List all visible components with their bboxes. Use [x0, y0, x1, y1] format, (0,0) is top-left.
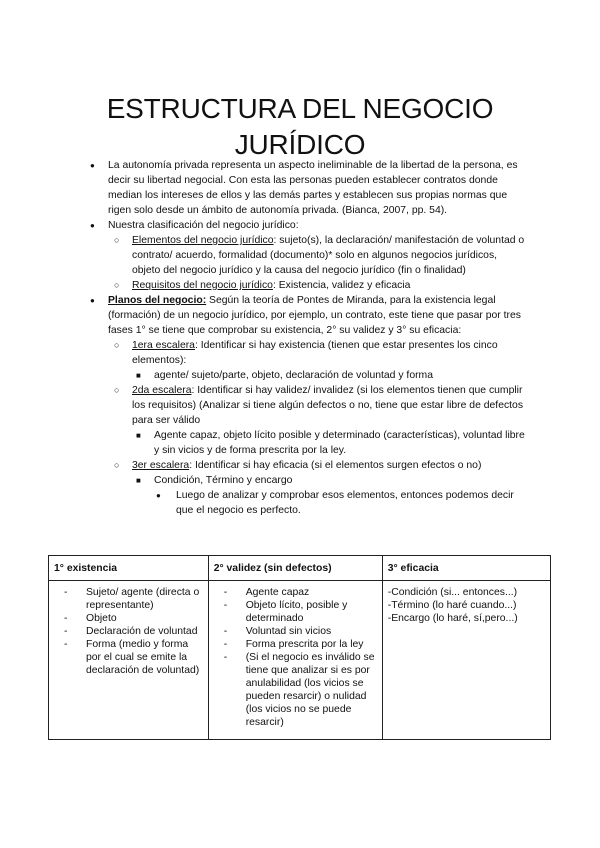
list-item — [132, 428, 528, 458]
list-item — [110, 278, 528, 293]
list-item: - Declaración de voluntad — [54, 625, 203, 638]
sub-sub-list — [132, 473, 528, 488]
stair3-label: 3er escalera — [132, 460, 190, 471]
sub-list — [110, 338, 528, 368]
bullet-list — [88, 293, 528, 338]
existencia-list — [54, 586, 203, 677]
page-title: ESTRUCTURA DEL NEGOCIO JURÍDICO — [106, 92, 494, 160]
cell-eficacia — [382, 581, 550, 740]
validez-list — [214, 586, 377, 729]
list-item: -Condición (si... entonces...) — [387, 587, 518, 598]
list-item — [154, 488, 528, 518]
bullet-list — [88, 158, 528, 233]
stair3-sub: Luego de analizar y comprobar esos elementos, entonces podemos decir que el negocio es perfecto. — [176, 490, 514, 516]
sub-sub-sub-list — [154, 488, 528, 518]
requisites-label: Requisitos del negocio jurídico — [132, 280, 273, 291]
stair3-item: Condición, Término y encargo — [154, 475, 293, 486]
list-item: -Término (lo haré cuando...) — [387, 600, 517, 611]
list-item: - Forma prescrita por la ley — [214, 638, 377, 651]
header-eficacia: 3° eficacia — [382, 556, 550, 581]
stair3-text: : Identificar si hay eficacia (si el elementos surgen efectos o no) — [189, 460, 482, 471]
list-item — [110, 233, 528, 278]
elements-text: : sujeto(s), la declaración/ manifestación de voluntad o contrato/ acuerdo, formalidad (documento)* solo en algunos negocios jurídicos, objeto del negocio jurídico y la causa del negocio jurídico (fin o finalidad) — [132, 235, 525, 276]
bullet-text: Nuestra clasificación del negocio jurídico: — [108, 220, 299, 231]
list-item: - Objeto — [54, 612, 203, 625]
planes-label: Planos del negocio: — [108, 295, 207, 306]
sub-list — [110, 458, 528, 473]
main-content — [88, 158, 528, 518]
list-item: - Agente capaz — [214, 586, 377, 599]
stair2-label: 2da escalera — [132, 385, 192, 396]
list-item — [132, 473, 528, 488]
header-existencia: 1° existencia — [49, 556, 209, 581]
requisites-text: : Existencia, validez y eficacia — [272, 280, 411, 291]
list-item — [88, 158, 528, 218]
eficacia-list — [388, 586, 545, 625]
list-item — [132, 368, 528, 383]
header-validez: 2° validez (sin defectos) — [208, 556, 382, 581]
stair1-label: 1era escalera — [132, 340, 195, 351]
list-item: - Forma (medio y forma por el cual se emite la declaración de voluntad) — [54, 638, 203, 677]
planes-text: Según la teoría de Pontes de Miranda, para la existencia legal (formación) de un negocio jurídico, por ejemplo, un contrato, este tiene que pasar por tres fases 1° se tiene que comprobar su existencia, 2° su validez y 3° su eficacia: — [108, 295, 521, 336]
list-item: -Encargo (lo haré, sí,pero...) — [387, 613, 518, 624]
sub-sub-list — [132, 428, 528, 458]
cell-existencia — [49, 581, 209, 740]
elements-label: Elementos del negocio jurídico — [132, 235, 274, 246]
list-item — [110, 383, 528, 428]
stair2-text: : Identificar si hay validez/ invalidez (si los elementos tienen que cumplir los requisitos) (Analizar si tiene algún defectos o no, tiene que estar libre de defectos para ser válido — [132, 385, 524, 426]
stair1-item: agente/ sujeto/parte, objeto, declaración de voluntad y forma — [154, 370, 433, 381]
table-header-row — [49, 556, 551, 581]
list-item: - Objeto lícito, posible y determinado — [214, 599, 377, 625]
sub-sub-list — [132, 368, 528, 383]
planes-table — [48, 555, 551, 740]
cell-validez — [208, 581, 382, 740]
stair2-item: Agente capaz, objeto lícito posible y determinado (características), voluntad libre y sin vicios y de forma prescrita por la ley. — [154, 430, 525, 456]
sub-list — [110, 383, 528, 428]
list-item — [110, 458, 528, 473]
list-item: - Sujeto/ agente (directa o representante) — [54, 586, 203, 612]
list-item — [88, 218, 528, 233]
list-item — [88, 293, 528, 338]
stair1-text: : Identificar si hay existencia (tienen que estar presentes los cinco elementos): — [132, 340, 498, 366]
list-item: - Voluntad sin vicios — [214, 625, 377, 638]
bullet-text: La autonomía privada representa un aspecto ineliminable de la libertad de la persona, es decir su libertad negocial. Con esta las personas pueden establecer contratos donde median los intereses de ellos y las demás partes y establecen sus propias normas que rigen solo desde un ámbito de autonomía privada. (Bianca, 2007, pp. 54). — [108, 160, 518, 216]
list-item: - (Si el negocio es inválido se tiene que analizar si es por anulabilidad (los vicios se pueden resarcir) o nulidad (los vicios no se puede resarcir) — [214, 651, 377, 729]
list-item — [110, 338, 528, 368]
sub-list — [110, 233, 528, 293]
table-row — [49, 581, 551, 740]
